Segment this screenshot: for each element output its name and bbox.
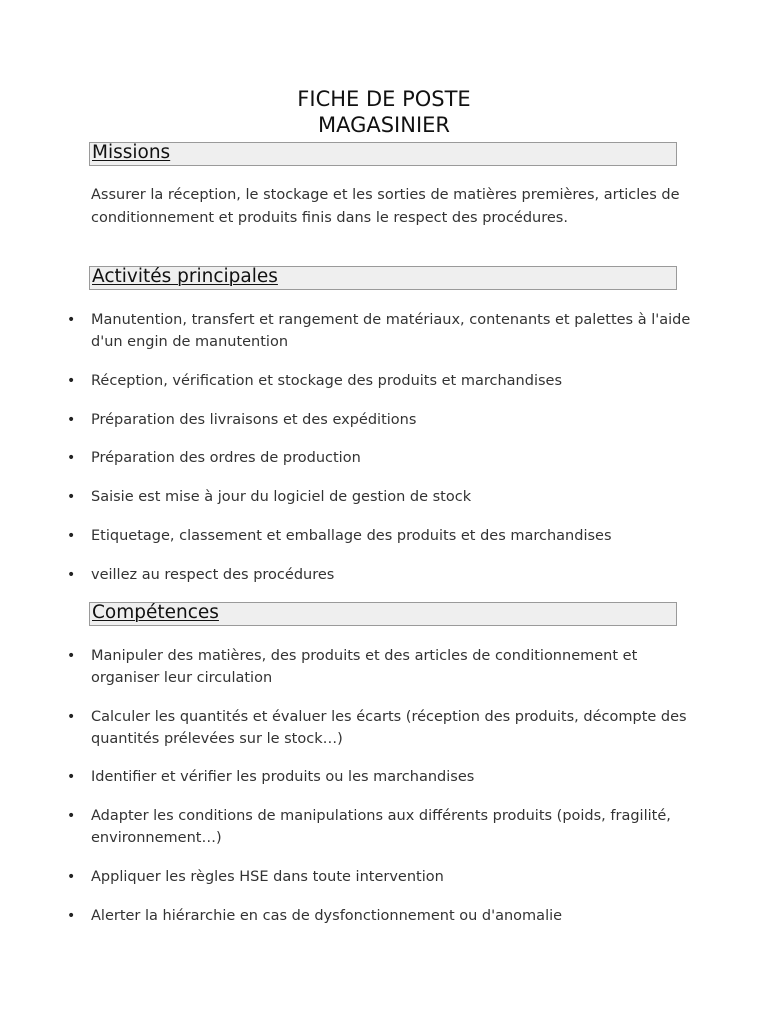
bullet-icon: •: [67, 312, 76, 328]
competence-item-text: Alerter la hiérarchie en cas de dysfonctionnement ou d'anomalie: [91, 908, 563, 924]
bullet-icon: •: [67, 412, 76, 428]
bullet-icon: •: [67, 528, 76, 544]
competence-item-text: Identifier et vérifier les produits ou les marchandises: [91, 769, 475, 785]
competence-item-text: Manipuler des matières, des produits et des articles de conditionnement et organiser leur circulation: [91, 648, 638, 686]
activite-item-text: Préparation des ordres de production: [91, 450, 361, 466]
activite-item-text: Réception, vérification et stockage des produits et marchandises: [91, 373, 563, 389]
activite-item: [67, 447, 691, 469]
section-heading-competences: [89, 602, 677, 626]
activite-item: [67, 309, 691, 353]
competence-item: [67, 706, 691, 750]
section-heading-activites-label: Activités principales: [92, 266, 278, 287]
competence-item: [67, 905, 691, 927]
bullet-icon: •: [67, 489, 76, 505]
competence-item-text: Adapter les conditions de manipulations aux différents produits (poids, fragilité, environnement…): [91, 808, 671, 846]
document-title-line-1: FICHE DE POSTE: [297, 87, 471, 111]
bullet-icon: •: [67, 769, 76, 785]
activite-item-text: veillez au respect des procédures: [91, 567, 335, 583]
bullet-icon: •: [67, 567, 76, 583]
competence-item: [67, 645, 691, 689]
competence-item-text: Appliquer les règles HSE dans toute intervention: [91, 869, 444, 885]
bullet-icon: •: [67, 869, 76, 885]
activite-item-text: Préparation des livraisons et des expéditions: [91, 412, 417, 428]
section-heading-competences-label: Compétences: [92, 602, 219, 623]
activite-item-text: Saisie est mise à jour du logiciel de gestion de stock: [91, 489, 472, 505]
activite-item: [67, 525, 691, 547]
bullet-icon: •: [67, 450, 76, 466]
section-heading-missions-label: Missions: [92, 142, 171, 163]
activite-item: [67, 409, 691, 431]
bullet-icon: •: [67, 373, 76, 389]
bullet-icon: •: [67, 908, 76, 924]
competence-item: [67, 866, 691, 888]
section-heading-missions: [89, 142, 677, 166]
competence-item: [67, 766, 691, 788]
bullet-icon: •: [67, 808, 76, 824]
bullet-icon: •: [67, 648, 76, 664]
activite-item: [67, 564, 691, 586]
section-heading-activites: [89, 266, 677, 290]
activite-item: [67, 370, 691, 392]
document-title-line-2: MAGASINIER: [317, 113, 451, 137]
activite-item-text: Manutention, transfert et rangement de matériaux, contenants et palettes à l'aide d'un engin de manutention: [91, 312, 691, 350]
bullet-icon: •: [67, 709, 76, 725]
competence-item-text: Calculer les quantités et évaluer les écarts (réception des produits, décompte des quantités prélevées sur le stock…): [91, 709, 687, 747]
activite-item-text: Etiquetage, classement et emballage des produits et des marchandises: [91, 528, 612, 544]
missions-paragraph: Assurer la réception, le stockage et les sorties de matières premières, articles de conditionnement et produits finis dans le respect des procédures.: [91, 187, 680, 226]
activite-item: [67, 486, 691, 508]
competence-item: [67, 805, 691, 849]
